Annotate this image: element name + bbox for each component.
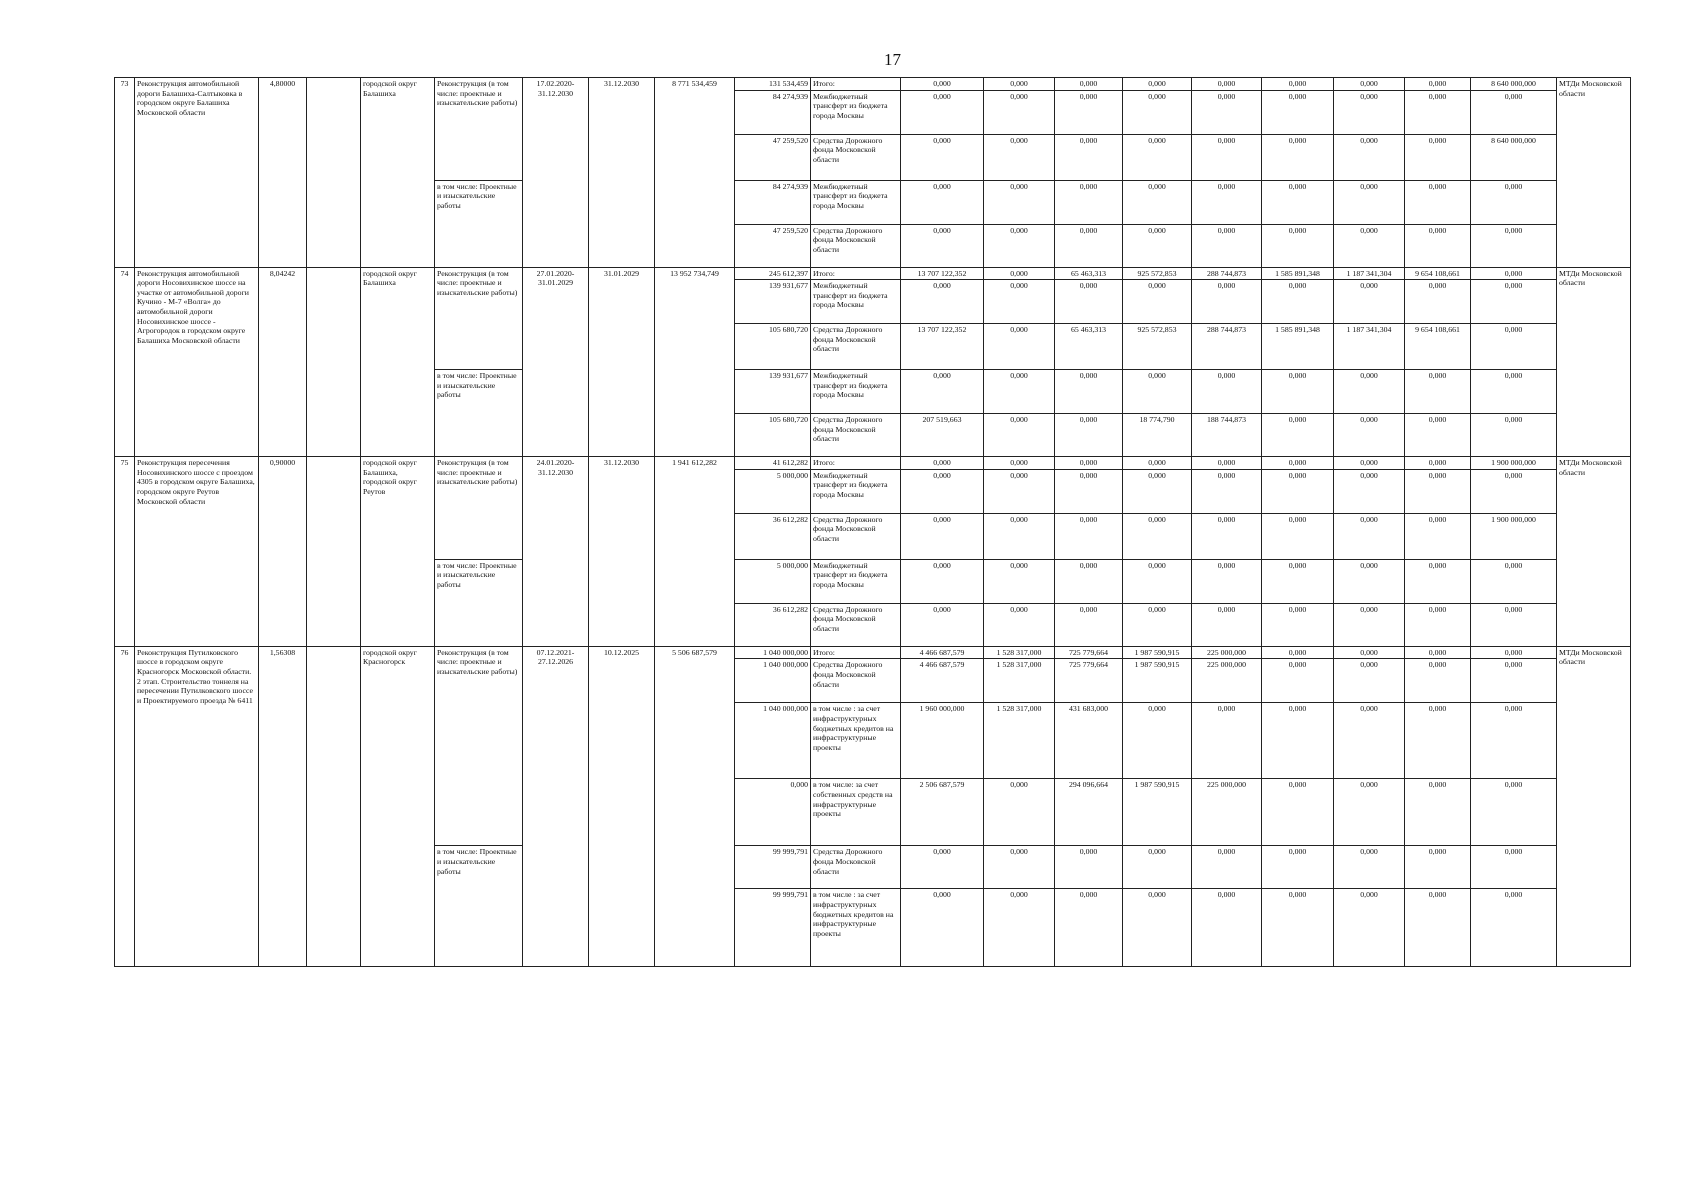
funding-source: Средства Дорожного фонда Московской области [811,513,901,559]
year-amount: 925 572,853 [1123,324,1192,370]
year-amount: 0,000 [1471,559,1557,603]
year-amount: 0,000 [1192,513,1262,559]
year-amount: 0,000 [901,90,984,134]
year-amount: 294 096,664 [1055,779,1123,846]
year-amount: 0,000 [901,559,984,603]
year-amount: 0,000 [1055,414,1123,457]
year-amount: 0,000 [1471,90,1557,134]
year-amount: 1 585 891,348 [1262,324,1334,370]
year-amount: 0,000 [1262,889,1334,967]
year-amount: 0,000 [901,78,984,91]
object-name: Реконструкция пересечения Носовихинского шоссе с проездом 4305 в городском округе Балашиха, городском округе Реутов Московской области [135,457,259,647]
year-amount: 0,000 [984,78,1055,91]
year-amount: 8 640 000,000 [1471,78,1557,91]
year-amount: 1 987 590,915 [1123,646,1192,659]
table-row [115,646,1631,659]
completion-date: 31.12.2030 [589,78,655,268]
year-amount: 0,000 [1334,134,1405,180]
year-amount: 13 707 122,352 [901,324,984,370]
year-amount: 0,000 [1123,703,1192,779]
year-amount: 0,000 [1123,846,1192,889]
work-dates: 24.01.2020-31.12.2030 [523,457,589,647]
year-amount: 0,000 [1123,224,1192,267]
municipality: городской округ Балашиха [361,78,435,268]
year-amount: 0,000 [1405,646,1471,659]
year-amount: 0,000 [1262,134,1334,180]
funding-source: Межбюджетный трансферт из бюджета города Москвы [811,90,901,134]
year-amount: 0,000 [1471,703,1557,779]
year-amount: 0,000 [901,370,984,414]
year-amount: 0,000 [1123,457,1192,470]
year-amount: 0,000 [1262,846,1334,889]
financed-amount: 99 999,791 [735,846,811,889]
year-amount: 0,000 [1192,180,1262,224]
year-amount: 18 774,790 [1123,414,1192,457]
year-amount: 0,000 [1123,513,1192,559]
financed-amount: 105 680,720 [735,414,811,457]
year-amount: 0,000 [984,779,1055,846]
year-amount: 0,000 [1123,559,1192,603]
year-amount: 0,000 [1192,469,1262,513]
year-amount: 0,000 [1471,603,1557,646]
year-amount: 0,000 [1334,280,1405,324]
year-amount: 0,000 [1405,180,1471,224]
year-amount: 4 466 687,579 [901,646,984,659]
year-amount: 725 779,664 [1055,646,1123,659]
year-amount: 0,000 [1262,414,1334,457]
funding-source: в том числе : за счет инфраструктурных бюджетных кредитов на инфраструктурные проекты [811,703,901,779]
year-amount: 0,000 [1262,513,1334,559]
year-amount: 725 779,664 [1055,659,1123,703]
year-amount: 0,000 [901,224,984,267]
year-amount: 0,000 [1405,603,1471,646]
year-amount: 288 744,873 [1192,267,1262,280]
row-number: 74 [115,267,135,457]
financed-amount: 47 259,520 [735,224,811,267]
year-amount: 0,000 [901,603,984,646]
funding-source: Межбюджетный трансферт из бюджета города Москвы [811,180,901,224]
year-amount: 207 519,663 [901,414,984,457]
object-name: Реконструкция автомобильной дороги Носовихинское шоссе на участке от автомобильной дороги Кучино - М-7 «Волга» до автомобильной дороги Носовихинское шоссе - Агрогородок в городском округе Балашиха Московской области [135,267,259,457]
year-amount: 0,000 [1262,90,1334,134]
year-amount: 0,000 [1055,469,1123,513]
year-amount: 0,000 [1405,457,1471,470]
year-amount: 0,000 [1192,134,1262,180]
year-amount: 0,000 [1055,280,1123,324]
year-amount: 0,000 [1262,78,1334,91]
year-amount: 0,000 [1405,779,1471,846]
year-amount: 0,000 [901,280,984,324]
year-amount: 0,000 [1405,414,1471,457]
year-amount: 0,000 [984,559,1055,603]
responsible-body: МТДи Московской области [1557,78,1631,268]
year-amount: 0,000 [1471,324,1557,370]
year-amount: 0,000 [1262,469,1334,513]
table-row [115,457,1631,470]
funding-source: Итого: [811,646,901,659]
year-amount: 0,000 [1334,457,1405,470]
year-amount: 225 000,000 [1192,659,1262,703]
financed-amount: 84 274,939 [735,180,811,224]
year-amount: 0,000 [984,513,1055,559]
municipality: городской округ Красногорск [361,646,435,967]
year-amount: 0,000 [1405,559,1471,603]
year-amount: 0,000 [1123,603,1192,646]
year-amount: 925 572,853 [1123,267,1192,280]
year-amount: 0,000 [1471,889,1557,967]
year-amount: 0,000 [1334,513,1405,559]
year-amount: 0,000 [1334,703,1405,779]
year-amount: 0,000 [1123,180,1192,224]
completion-date: 31.12.2030 [589,457,655,647]
year-amount: 0,000 [1405,469,1471,513]
year-amount: 0,000 [1262,603,1334,646]
year-amount: 0,000 [1405,280,1471,324]
capacity-value: 0,90000 [259,457,307,647]
funding-source: Средства Дорожного фонда Московской области [811,224,901,267]
year-amount: 0,000 [1055,559,1123,603]
object-name: Реконструкция автомобильной дороги Балашиха-Салтыковка в городском округе Балашиха Московской области [135,78,259,268]
financed-amount: 1 040 000,000 [735,646,811,659]
year-amount: 0,000 [901,846,984,889]
financed-amount: 36 612,282 [735,603,811,646]
year-amount: 225 000,000 [1192,646,1262,659]
table-row [115,78,1631,91]
page-number: 17 [884,50,901,69]
funding-source: Итого: [811,267,901,280]
financed-amount: 0,000 [735,779,811,846]
financed-amount: 139 931,677 [735,370,811,414]
empty-cell [307,78,361,268]
year-amount: 1 187 341,304 [1334,267,1405,280]
financed-amount: 36 612,282 [735,513,811,559]
year-amount: 188 744,873 [1192,414,1262,457]
year-amount: 0,000 [984,90,1055,134]
year-amount: 0,000 [1262,659,1334,703]
year-amount: 0,000 [1334,370,1405,414]
work-dates: 17.02.2020-31.12.2030 [523,78,589,268]
year-amount: 0,000 [901,513,984,559]
year-amount: 1 528 317,000 [984,646,1055,659]
year-amount: 0,000 [1055,457,1123,470]
work-type: Реконструкция (в том числе: проектные и изыскательские работы) [435,78,523,181]
year-amount: 1 585 891,348 [1262,267,1334,280]
year-amount: 225 000,000 [1192,779,1262,846]
municipality: городской округ Балашиха, городской округ Реутов [361,457,435,647]
object-name: Реконструкция Путилковского шоссе в городском округе Красногорск Московской области. 2 этап. Строительство тоннеля на пересечении Путилковского шоссе и Проектируемого проезда № 6411 [135,646,259,967]
year-amount: 0,000 [1262,703,1334,779]
year-amount: 0,000 [1192,889,1262,967]
total-cost: 1 941 612,282 [655,457,735,647]
year-amount: 2 506 687,579 [901,779,984,846]
year-amount: 0,000 [984,846,1055,889]
year-amount: 0,000 [1405,134,1471,180]
year-amount: 0,000 [1192,90,1262,134]
year-amount: 0,000 [1471,659,1557,703]
year-amount: 0,000 [984,889,1055,967]
year-amount: 0,000 [1405,703,1471,779]
work-type: Реконструкция (в том числе: проектные и изыскательские работы) [435,457,523,560]
year-amount: 0,000 [1123,469,1192,513]
year-amount: 4 466 687,579 [901,659,984,703]
work-type: Реконструкция (в том числе: проектные и изыскательские работы) [435,267,523,370]
year-amount: 0,000 [1192,559,1262,603]
responsible-body: МТДи Московской области [1557,457,1631,647]
year-amount: 0,000 [1055,224,1123,267]
year-amount: 0,000 [984,414,1055,457]
year-amount: 65 463,313 [1055,267,1123,280]
financing-table [114,77,1631,967]
year-amount: 0,000 [901,180,984,224]
year-amount: 0,000 [1192,603,1262,646]
year-amount: 0,000 [1334,779,1405,846]
year-amount: 0,000 [1123,889,1192,967]
year-amount: 0,000 [984,224,1055,267]
completion-date: 31.01.2029 [589,267,655,457]
year-amount: 0,000 [901,457,984,470]
year-amount: 0,000 [984,457,1055,470]
year-amount: 0,000 [1471,370,1557,414]
year-amount: 0,000 [1471,414,1557,457]
year-amount: 0,000 [1055,134,1123,180]
financed-amount: 41 612,282 [735,457,811,470]
funding-source: Средства Дорожного фонда Московской области [811,414,901,457]
year-amount: 0,000 [1471,846,1557,889]
financed-amount: 99 999,791 [735,889,811,967]
year-amount: 0,000 [1405,659,1471,703]
year-amount: 0,000 [1055,603,1123,646]
year-amount: 0,000 [1471,267,1557,280]
financed-amount: 245 612,397 [735,267,811,280]
funding-source: Средства Дорожного фонда Московской области [811,846,901,889]
year-amount: 0,000 [1123,78,1192,91]
year-amount: 0,000 [901,889,984,967]
year-amount: 0,000 [1123,90,1192,134]
financed-amount: 5 000,000 [735,559,811,603]
year-amount: 1 528 317,000 [984,703,1055,779]
year-amount: 1 900 000,000 [1471,457,1557,470]
work-dates: 27.01.2020-31.01.2029 [523,267,589,457]
year-amount: 0,000 [1192,78,1262,91]
year-amount: 0,000 [1262,280,1334,324]
financed-amount: 5 000,000 [735,469,811,513]
year-amount: 0,000 [1405,846,1471,889]
year-amount: 0,000 [1192,370,1262,414]
year-amount: 0,000 [1334,90,1405,134]
year-amount: 0,000 [984,134,1055,180]
financed-amount: 105 680,720 [735,324,811,370]
municipality: городской округ Балашиха [361,267,435,457]
work-type-design: в том числе: Проектные и изыскательские работы [435,370,523,457]
year-amount: 0,000 [1055,370,1123,414]
year-amount: 0,000 [1334,78,1405,91]
year-amount: 0,000 [1405,224,1471,267]
capacity-value: 8,04242 [259,267,307,457]
completion-date: 10.12.2025 [589,646,655,967]
year-amount: 0,000 [1471,646,1557,659]
row-number: 75 [115,457,135,647]
funding-source: Итого: [811,78,901,91]
year-amount: 0,000 [1334,469,1405,513]
year-amount: 0,000 [1405,513,1471,559]
responsible-body: МТДи Московской области [1557,267,1631,457]
year-amount: 0,000 [1192,846,1262,889]
year-amount: 0,000 [1334,659,1405,703]
year-amount: 0,000 [1334,603,1405,646]
year-amount: 0,000 [984,267,1055,280]
year-amount: 0,000 [1262,646,1334,659]
year-amount: 1 187 341,304 [1334,324,1405,370]
funding-source: Средства Дорожного фонда Московской области [811,134,901,180]
year-amount: 0,000 [984,180,1055,224]
responsible-body: МТДи Московской области [1557,646,1631,967]
year-amount: 0,000 [901,134,984,180]
year-amount: 0,000 [1405,889,1471,967]
year-amount: 0,000 [1471,469,1557,513]
empty-cell [307,457,361,647]
year-amount: 288 744,873 [1192,324,1262,370]
year-amount: 1 960 000,000 [901,703,984,779]
work-type-design: в том числе: Проектные и изыскательские работы [435,180,523,267]
year-amount: 0,000 [1055,513,1123,559]
year-amount: 0,000 [1405,370,1471,414]
financed-amount: 1 040 000,000 [735,659,811,703]
year-amount: 0,000 [1055,90,1123,134]
year-amount: 0,000 [1262,559,1334,603]
year-amount: 1 528 317,000 [984,659,1055,703]
funding-source: Межбюджетный трансферт из бюджета города Москвы [811,469,901,513]
year-amount: 0,000 [1471,224,1557,267]
year-amount: 0,000 [984,469,1055,513]
year-amount: 8 640 000,000 [1471,134,1557,180]
year-amount: 0,000 [1334,559,1405,603]
funding-source: Межбюджетный трансферт из бюджета города Москвы [811,280,901,324]
funding-source: Средства Дорожного фонда Московской области [811,324,901,370]
funding-source: Итого: [811,457,901,470]
financed-amount: 47 259,520 [735,134,811,180]
year-amount: 0,000 [1055,180,1123,224]
year-amount: 0,000 [984,603,1055,646]
funding-source: Средства Дорожного фонда Московской области [811,659,901,703]
year-amount: 0,000 [1123,280,1192,324]
financed-amount: 84 274,939 [735,90,811,134]
year-amount: 1 987 590,915 [1123,659,1192,703]
funding-source: Межбюджетный трансферт из бюджета города Москвы [811,559,901,603]
year-amount: 0,000 [1055,889,1123,967]
year-amount: 0,000 [1334,846,1405,889]
capacity-value: 1,56308 [259,646,307,967]
year-amount: 0,000 [1262,180,1334,224]
empty-cell [307,646,361,967]
year-amount: 9 654 108,661 [1405,324,1471,370]
year-amount: 0,000 [1192,457,1262,470]
funding-source: Межбюджетный трансферт из бюджета города Москвы [811,370,901,414]
year-amount: 0,000 [984,370,1055,414]
year-amount: 0,000 [1192,280,1262,324]
year-amount: 0,000 [1471,779,1557,846]
table-row [115,267,1631,280]
work-dates: 07.12.2021-27.12.2026 [523,646,589,967]
work-type-design: в том числе: Проектные и изыскательские работы [435,846,523,967]
year-amount: 0,000 [1262,779,1334,846]
year-amount: 0,000 [1262,370,1334,414]
year-amount: 0,000 [1192,224,1262,267]
row-number: 76 [115,646,135,967]
funding-source: в том числе: за счет собственных средств на инфраструктурные проекты [811,779,901,846]
year-amount: 0,000 [1334,224,1405,267]
year-amount: 0,000 [1405,78,1471,91]
empty-cell [307,267,361,457]
year-amount: 0,000 [1123,134,1192,180]
year-amount: 0,000 [1334,889,1405,967]
year-amount: 0,000 [1262,224,1334,267]
funding-source: в том числе : за счет инфраструктурных бюджетных кредитов на инфраструктурные проекты [811,889,901,967]
year-amount: 1 900 000,000 [1471,513,1557,559]
year-amount: 0,000 [1055,78,1123,91]
funding-source: Средства Дорожного фонда Московской области [811,603,901,646]
year-amount: 0,000 [1471,180,1557,224]
year-amount: 0,000 [1405,90,1471,134]
year-amount: 0,000 [1334,414,1405,457]
financed-amount: 131 534,459 [735,78,811,91]
year-amount: 0,000 [1055,846,1123,889]
year-amount: 0,000 [984,280,1055,324]
total-cost: 13 952 734,749 [655,267,735,457]
year-amount: 0,000 [901,469,984,513]
financed-amount: 1 040 000,000 [735,703,811,779]
year-amount: 0,000 [984,324,1055,370]
year-amount: 65 463,313 [1055,324,1123,370]
work-type-design: в том числе: Проектные и изыскательские работы [435,559,523,646]
year-amount: 0,000 [1192,703,1262,779]
year-amount: 1 987 590,915 [1123,779,1192,846]
work-type: Реконструкция (в том числе: проектные и изыскательские работы) [435,646,523,846]
year-amount: 0,000 [1334,180,1405,224]
year-amount: 9 654 108,661 [1405,267,1471,280]
year-amount: 431 683,000 [1055,703,1123,779]
row-number: 73 [115,78,135,268]
year-amount: 0,000 [1471,280,1557,324]
financed-amount: 139 931,677 [735,280,811,324]
year-amount: 0,000 [1262,457,1334,470]
year-amount: 13 707 122,352 [901,267,984,280]
total-cost: 5 506 687,579 [655,646,735,967]
total-cost: 8 771 534,459 [655,78,735,268]
year-amount: 0,000 [1334,646,1405,659]
capacity-value: 4,80000 [259,78,307,268]
year-amount: 0,000 [1123,370,1192,414]
